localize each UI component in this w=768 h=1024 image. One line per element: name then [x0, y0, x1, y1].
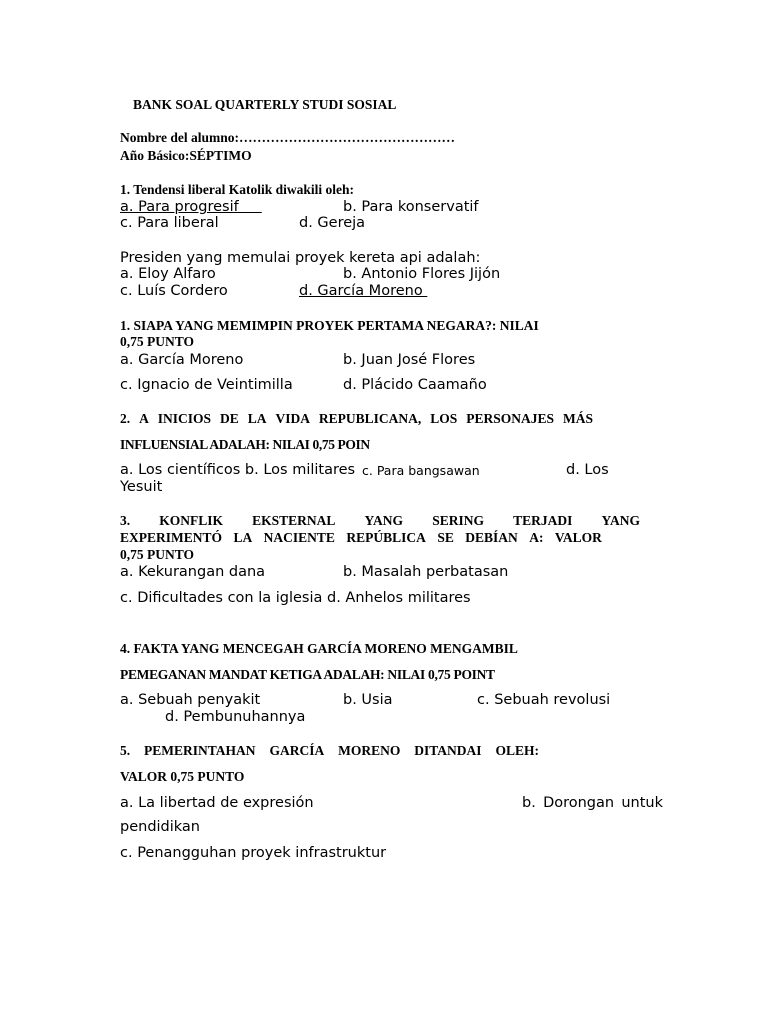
word: LA: [233, 530, 253, 545]
word: INICIOS: [157, 411, 212, 426]
word: PEMERINTAHAN: [144, 743, 256, 758]
answer-options-cd: c. Dificultades con la iglesia d. Anhelos militares: [120, 590, 471, 606]
word: untuk: [621, 795, 663, 811]
answer-option-a: a. Kekurangan dana: [120, 564, 266, 580]
word: YANG: [364, 513, 404, 528]
word: VALOR: [554, 530, 602, 545]
question-1-line1: 1. SIAPA YANG MEMIMPIN PROYEK PERTAMA NEGARA?: NILAI: [120, 318, 539, 333]
answer-option-b: b. Usia: [343, 692, 393, 708]
word: VIDA: [275, 411, 310, 426]
word: YANG: [601, 513, 640, 528]
answer-option-c: c. Penangguhan proyek infrastruktur: [120, 845, 387, 861]
word: DITANDAI: [414, 743, 482, 758]
word: OLEH:: [495, 743, 539, 758]
answer-option-b: b. Para konservatif: [343, 199, 479, 215]
word: GARCÍA: [269, 743, 325, 758]
answer-option-d: d. García Moreno: [299, 283, 428, 299]
word: b.: [522, 795, 536, 811]
answer-options-ab: a. Los científicos b. Los militares: [120, 462, 356, 478]
word: DEBÍAN: [465, 530, 518, 545]
question-3-line1: [120, 512, 640, 530]
word: A: [139, 411, 149, 426]
word: EKSTERNAL: [252, 513, 336, 528]
question-1-line2: 0,75 PUNTO: [120, 334, 195, 349]
word: MÁS: [562, 411, 593, 426]
question-2-line2: INFLUENSIAL ADALAH: NILAI 0,75 POIN: [120, 437, 370, 452]
word: 2.: [120, 411, 131, 426]
student-name-line: Nombre del alumno:…………………………………………: [120, 130, 456, 145]
answer-option-a: a. Eloy Alfaro: [120, 266, 216, 282]
answer-option-c: c. Ignacio de Veintimilla: [120, 377, 293, 393]
word: 3.: [120, 513, 131, 528]
question-5-line2: VALOR 0,75 PUNTO: [120, 769, 245, 784]
word: TERJADI: [513, 513, 573, 528]
word: PERSONAJES: [466, 411, 555, 426]
answer-option-b: b. Masalah perbatasan: [343, 564, 509, 580]
grade-line: Año Básico:SÉPTIMO: [120, 148, 252, 163]
word: LOS: [430, 411, 458, 426]
answer-option-d: d. Los: [566, 462, 609, 478]
answer-option-c: c. Luís Cordero: [120, 283, 228, 299]
document-title: BANK SOAL QUARTERLY STUDI SOSIAL: [133, 97, 397, 112]
answer-option-a: a. García Moreno: [120, 352, 244, 368]
word: REPUBLICANA,: [318, 411, 422, 426]
word: SERING: [432, 513, 484, 528]
answer-option-c: c. Sebuah revolusi: [477, 692, 611, 708]
answer-option-d: d. Gereja: [299, 215, 366, 231]
word: A:: [529, 530, 544, 545]
answer-option-a: a. Para progresif: [120, 199, 262, 215]
word: DE: [220, 411, 239, 426]
question-intro: 1. Tendensi liberal Katolik diwakili oleh:: [120, 182, 355, 197]
word: MORENO: [338, 743, 401, 758]
answer-option-b-continued: pendidikan: [120, 819, 200, 835]
question-3-line3: 0,75 PUNTO: [120, 547, 195, 562]
question-3-line2: [120, 529, 602, 547]
word: Dorongan: [543, 795, 615, 811]
question-4-line2: PEMEGANAN MANDAT KETIGA ADALAH: NILAI 0,75 POINT: [120, 667, 495, 682]
answer-option-d: d. Plácido Caamaño: [343, 377, 487, 393]
answer-option-c: c. Para bangsawan: [362, 463, 480, 478]
answer-option-d-continued: Yesuit: [120, 479, 163, 495]
word: SE: [437, 530, 454, 545]
question-4-line1: 4. FAKTA YANG MENCEGAH GARCÍA MORENO MENGAMBIL: [120, 641, 518, 656]
word: KONFLIK: [159, 513, 224, 528]
answer-option-a: a. La libertad de expresión: [120, 795, 314, 811]
question-5-line1: [120, 742, 539, 760]
word: LA: [247, 411, 267, 426]
word: REPÚBLICA: [346, 530, 426, 545]
word: 5.: [120, 743, 131, 758]
word: NACIENTE: [263, 530, 335, 545]
answer-option-b: [522, 794, 663, 812]
answer-option-b: b. Juan José Flores: [343, 352, 476, 368]
question-2-line1: [120, 410, 593, 428]
answer-option-a: a. Sebuah penyakit: [120, 692, 261, 708]
answer-option-c: c. Para liberal: [120, 215, 219, 231]
answer-option-b: b. Antonio Flores Jijón: [343, 266, 501, 282]
answer-option-d: d. Pembunuhannya: [165, 709, 306, 725]
word: EXPERIMENTÓ: [120, 530, 223, 545]
question-railway: Presiden yang memulai proyek kereta api adalah:: [120, 250, 481, 266]
